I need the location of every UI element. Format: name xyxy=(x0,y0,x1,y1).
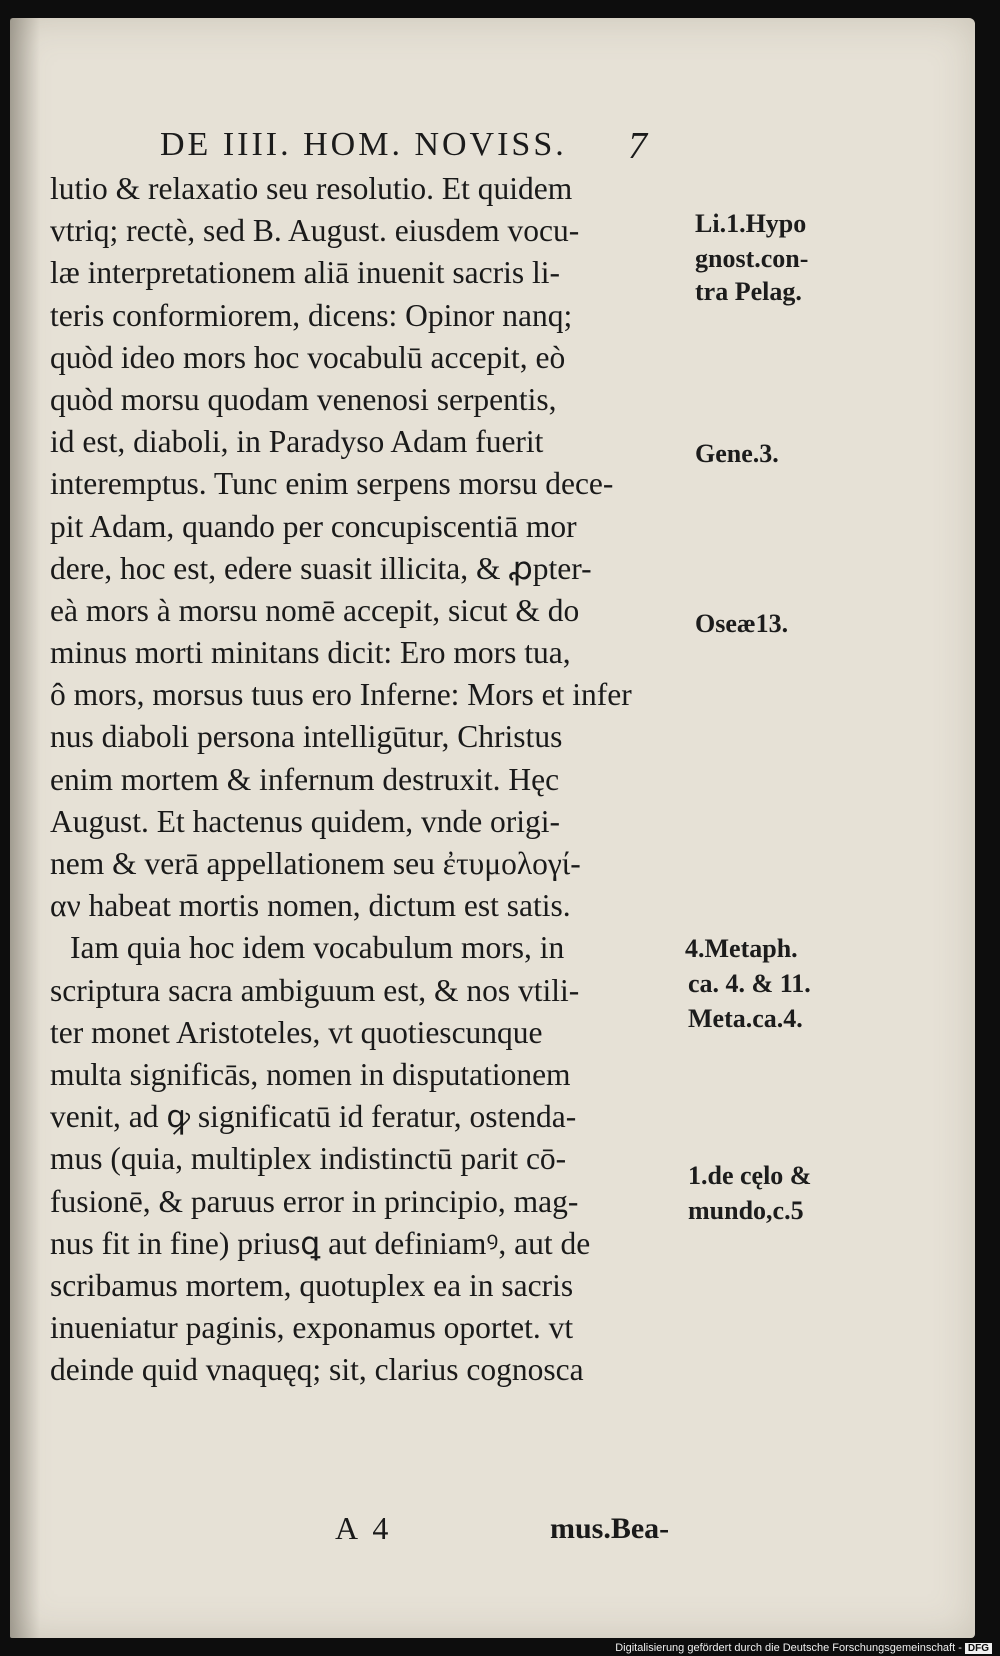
text-line: minus morti minitans dicit: Ero mors tua, xyxy=(50,635,571,671)
text-line: id est, diaboli, in Paradyso Adam fuerit xyxy=(50,424,544,460)
margin-note: ca. 4. & 11. xyxy=(688,969,811,998)
text-line: mus (quia, multiplex indistinctū parit cō- xyxy=(50,1141,567,1177)
body-text xyxy=(50,168,690,1391)
margin-note: Oseæ13. xyxy=(695,609,789,638)
text-line: nem & verā appellationem seu ἐτυμολογί- xyxy=(50,846,581,881)
text-line: nus fit in fine) priusꝗ aut definiamꝰ, aut de xyxy=(50,1225,591,1261)
margin-note: mundo,c.5 xyxy=(688,1196,804,1225)
credit-text: Digitalisierung gefördert durch die Deutsche Forschungsgemeinschaft - xyxy=(615,1642,962,1654)
text-line: August. Et hactenus quidem, vnde origi- xyxy=(50,803,561,839)
text-line: scribamus mortem, quotuplex ea in sacris xyxy=(50,1267,574,1303)
margin-note: tra Pelag. xyxy=(695,277,802,306)
margin-note: 4.Metaph. xyxy=(685,934,798,963)
dfg-logo: DFG xyxy=(965,1643,992,1654)
text-line: ô mors, morsus tuus ero Inferne: Mors et infer xyxy=(50,677,632,713)
text-line: pit Adam, quando per concupiscentiā mor xyxy=(50,508,577,544)
text-line: nus diaboli persona intelligūtur, Christus xyxy=(50,719,563,755)
margin-note: 1.de cęlo & xyxy=(688,1161,812,1190)
text-line: eà mors à morsu nomē accepit, sicut & do xyxy=(50,592,580,628)
book-page xyxy=(10,18,975,1638)
text-line: quòd morsu quodam venenosi serpentis, xyxy=(50,381,557,417)
text-line: fusionē, & paruus error in principio, mag- xyxy=(50,1183,579,1219)
margin-note: gnost.con- xyxy=(695,244,809,273)
text-line: αν habeat mortis nomen, dictum est satis. xyxy=(50,888,571,924)
signature-mark: A 4 xyxy=(335,1510,393,1546)
running-header: DE IIII. HOM. NOVISS. xyxy=(160,126,567,163)
text-line: venit, ad ꝙ significatū id feratur, ostenda- xyxy=(50,1099,577,1135)
text-line: multa significās, nomen in disputationem xyxy=(50,1056,571,1092)
text-line: lutio & relaxatio seu resolutio. Et quidem xyxy=(50,171,573,206)
text-line: inueniatur paginis, exponamus oportet. vt xyxy=(50,1310,574,1346)
text-line: dere, hoc est, edere suasit illicita, & ꝓpter- xyxy=(50,550,592,586)
text-line: ter monet Aristoteles, vt quotiescunque xyxy=(50,1014,543,1050)
text-line: quòd ideo mors hoc vocabulū accepit, eò xyxy=(50,339,566,375)
text-line: deinde quid vnaquęq; sit, clarius cognosca xyxy=(50,1352,584,1388)
text-line: enim mortem & infernum destruxit. Hęc xyxy=(50,761,560,797)
margin-note: Gene.3. xyxy=(695,439,779,468)
text-line: teris conformiorem, dicens: Opinor nanq; xyxy=(50,297,573,333)
digitization-credit xyxy=(615,1642,992,1654)
margin-note: Li.1.Hypo xyxy=(695,209,807,238)
text-line: vtriq; rectè, sed B. August. eiusdem vocu- xyxy=(50,213,580,249)
text-line: interemptus. Tunc enim serpens morsu dece- xyxy=(50,466,614,502)
text-line: Iam quia hoc idem vocabulum mors, in xyxy=(70,930,565,966)
text-line: læ interpretationem aliā inuenit sacris li- xyxy=(50,255,560,291)
margin-note: Meta.ca.4. xyxy=(688,1004,803,1033)
page-number: 7 xyxy=(628,125,647,167)
catchword: mus.Bea- xyxy=(550,1512,670,1545)
text-line: scriptura sacra ambiguum est, & nos vtili- xyxy=(50,972,580,1008)
